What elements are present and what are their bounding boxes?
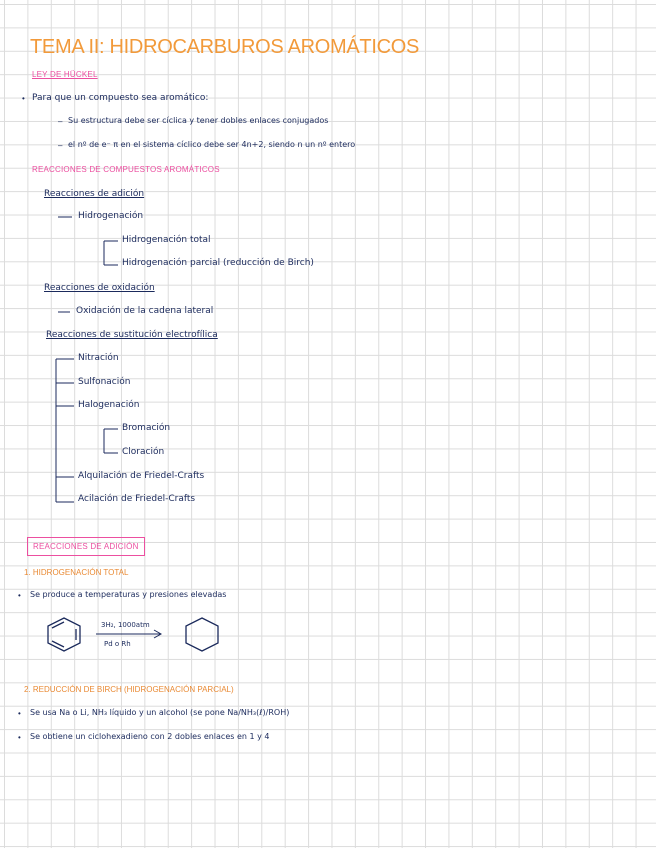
page-title: TEMA II: HIDROCARBUROS AROMÁTICOS	[30, 36, 420, 58]
bullet-dot: •	[18, 709, 21, 718]
arrow-top-label: 3H₂, 1000atm	[101, 621, 150, 629]
bullet-dot: •	[22, 94, 25, 103]
adicion-label: Reacciones de adición	[44, 189, 145, 199]
hid-total-bullet: Se produce a temperaturas y presiones elevadas	[30, 590, 227, 599]
huckel-sub2: el nº de e⁻ π en el sistema cíclico debe ser 4n+2, siendo n un nº entero	[68, 140, 356, 149]
sustitucion-label: Reacciones de sustitución electrofílica	[46, 330, 218, 340]
hid-parcial-label: Hidrogenación parcial (reducción de Birch)	[122, 258, 314, 268]
birch-bullet-1: Se usa Na o Li, NH₃ líquido y un alcohol (se pone Na/NH₃(ℓ)/ROH)	[30, 708, 290, 717]
birch-bullet-2: Se obtiene un ciclohexadieno con 2 dobles enlaces en 1 y 4	[30, 732, 270, 741]
cyclohexane-structure	[186, 618, 218, 651]
hidrogenacion-label: Hidrogenación	[78, 211, 144, 221]
bromacion-label: Bromación	[122, 423, 171, 433]
hidrogenacion-total-heading: 1. HIDROGENACIÓN TOTAL	[24, 568, 129, 577]
dash: –	[58, 141, 63, 150]
acilacion-label: Acilación de Friedel-Crafts	[78, 494, 196, 504]
benzene-structure	[48, 618, 80, 651]
tree-bracket-halogenacion	[104, 429, 118, 453]
birch-heading: 2. REDUCCIÓN DE BIRCH (HIDROGENACIÓN PARCIAL)	[24, 685, 234, 694]
huckel-heading: LEY DE HÜCKEL	[32, 70, 98, 79]
bullet-dot: •	[18, 733, 21, 742]
tree-bracket-hidrogenacion	[104, 241, 118, 265]
huckel-bullet: Para que un compuesto sea aromático:	[32, 93, 209, 103]
hid-total-label: Hidrogenación total	[122, 235, 211, 245]
cloracion-label: Cloración	[122, 447, 165, 457]
tree-bracket-sustitucion	[56, 359, 74, 502]
halogenacion-label: Halogenación	[78, 400, 140, 410]
oxidacion-label: Reacciones de oxidación	[44, 283, 155, 293]
reactions-heading: REACCIONES DE COMPUESTOS AROMÁTICOS	[32, 165, 220, 174]
dash: –	[58, 117, 63, 126]
huckel-sub1: Su estructura debe ser cíclica y tener dobles enlaces conjugados	[68, 116, 329, 125]
bullet-dot: •	[18, 591, 21, 600]
alquilacion-label: Alquilación de Friedel-Crafts	[78, 471, 205, 481]
adicion-section-heading: REACCIONES DE ADICIÓN	[27, 537, 145, 556]
ox-cadena-label: Oxidación de la cadena lateral	[76, 306, 214, 316]
arrow-bottom-label: Pd o Rh	[104, 640, 131, 648]
nitracion-label: Nitración	[78, 353, 119, 363]
sulfonacion-label: Sulfonación	[78, 377, 131, 387]
